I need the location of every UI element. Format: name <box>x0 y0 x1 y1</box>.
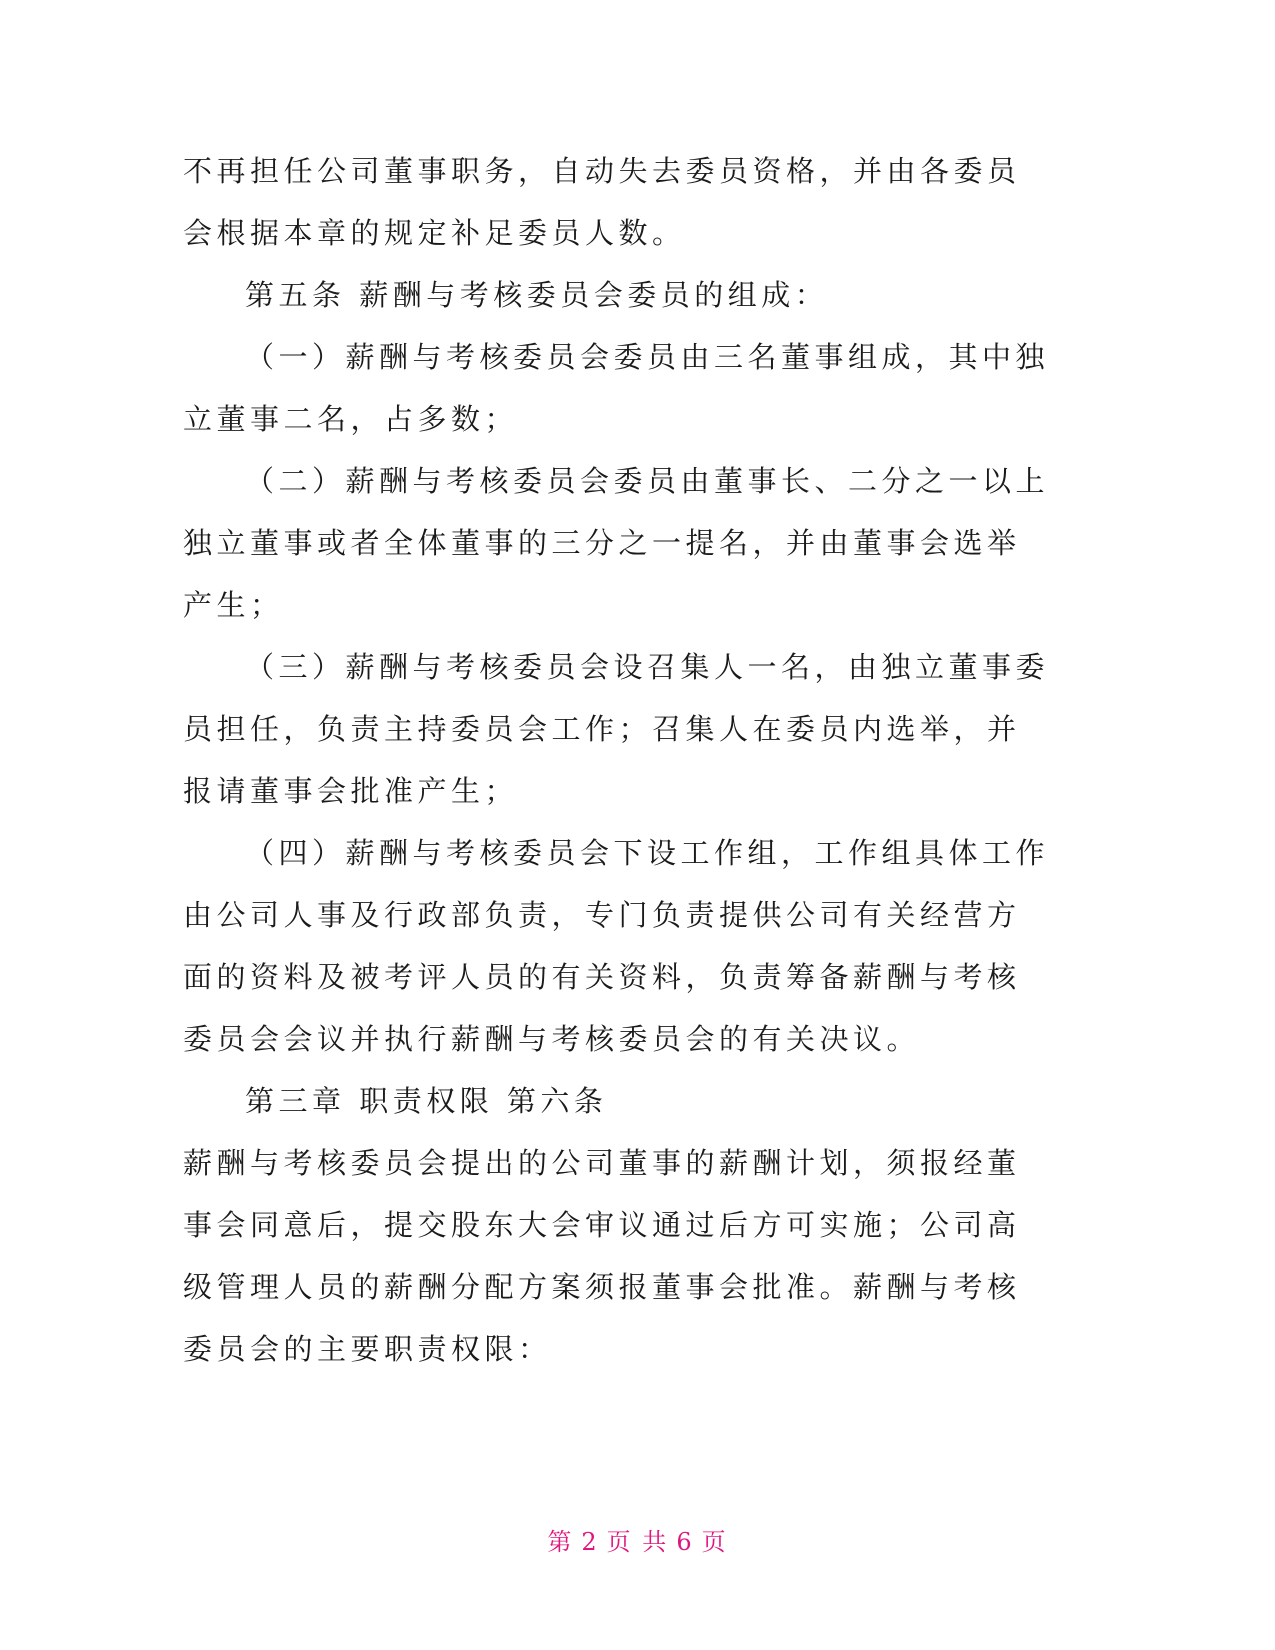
clause-four: （四）薪酬与考核委员会下设工作组，工作组具体工作由公司人事及行政部负责，专门负责提供公司有关经营方面的资料及被考评人员的有关资料，负责筹备薪酬与考核委员会会议并执行薪酬与考核委员会的有关决议。 <box>183 836 1050 1056</box>
footer-middle: 页 共 <box>606 1528 669 1556</box>
page-footer <box>0 1522 1275 1557</box>
page-number: 2 <box>581 1528 599 1556</box>
article-five-heading: 第五条 薪酬与考核委员会委员的组成： <box>245 278 829 312</box>
clause-three: （三）薪酬与考核委员会设召集人一名，由独立董事委员担任，负责主持委员会工作；召集人在委员内选举，并报请董事会批准产生； <box>183 650 1050 808</box>
chapter-three-heading: 第三章 职责权限 第六条 <box>245 1084 608 1118</box>
clause-two: （二）薪酬与考核委员会委员由董事长、二分之一以上独立董事或者全体董事的三分之一提名，并由董事会选举产生； <box>183 464 1050 622</box>
article-six-text: 薪酬与考核委员会提出的公司董事的薪酬计划，须报经董事会同意后，提交股东大会审议通过后方可实施；公司高级管理人员的薪酬分配方案须报董事会批准。薪酬与考核委员会的主要职责权限： <box>183 1146 1021 1366</box>
total-pages: 6 <box>676 1528 694 1556</box>
clause-one: （一）薪酬与考核委员会委员由三名董事组成，其中独立董事二名，占多数； <box>183 340 1050 436</box>
footer-prefix: 第 <box>547 1528 574 1556</box>
paragraph-continuation: 不再担任公司董事职务，自动失去委员资格，并由各委员会根据本章的规定补足委员人数。 <box>183 154 1021 250</box>
footer-suffix: 页 <box>701 1528 728 1556</box>
body-text <box>183 140 1053 1380</box>
